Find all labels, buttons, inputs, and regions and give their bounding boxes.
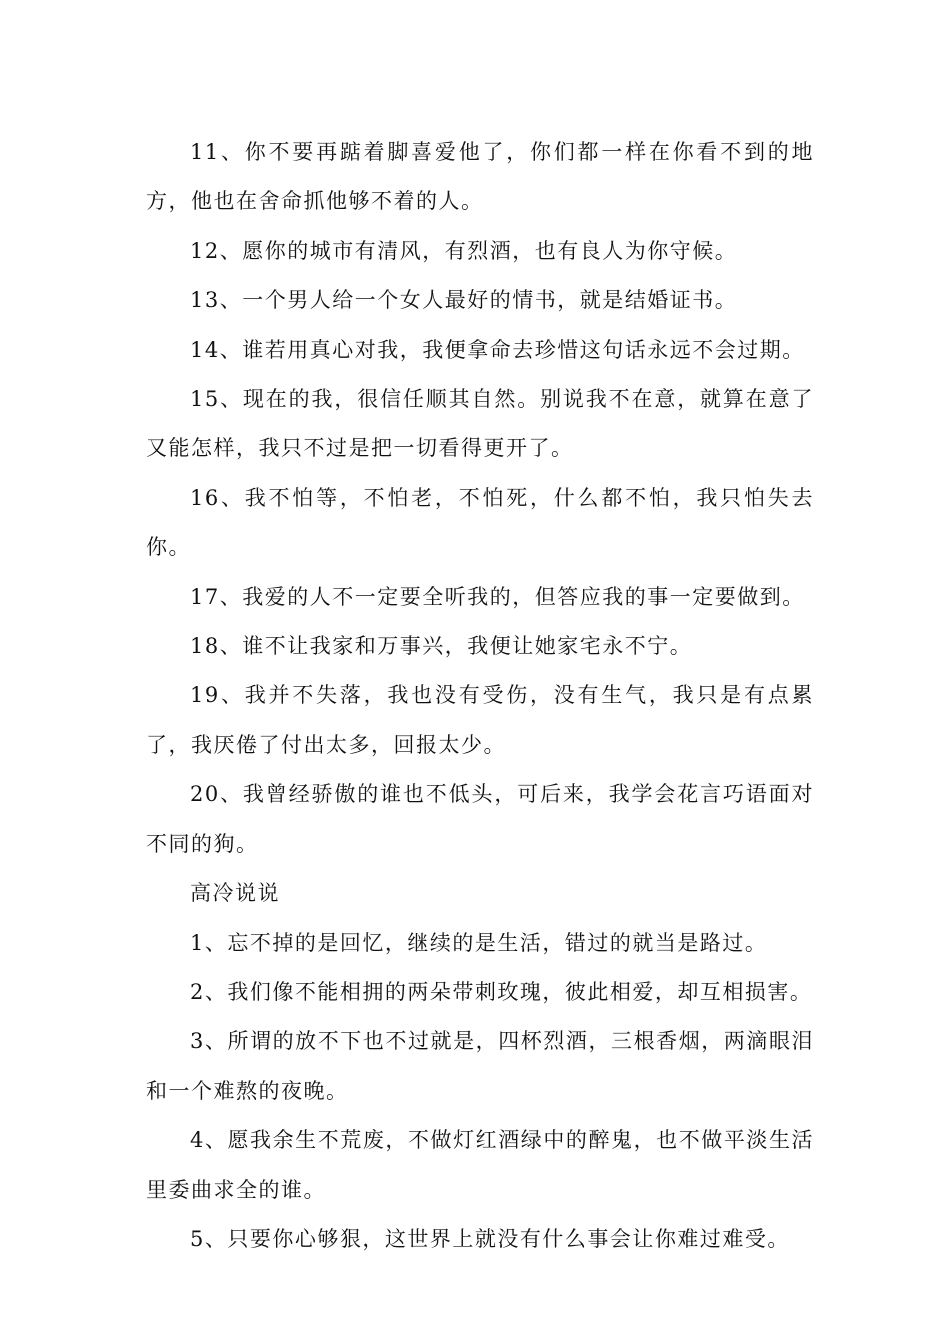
- paragraph-17: 17、我爱的人不一定要全听我的，但答应我的事一定要做到。: [190, 584, 805, 609]
- paragraph-16: 16、我不怕等，不怕老，不怕死，什么都不怕，我只怕失去你。: [146, 485, 814, 560]
- paragraph-13: 13、一个男人给一个女人最好的情书，就是结婚证书。: [190, 288, 738, 313]
- paragraph-15: 15、现在的我，很信任顺其自然。别说我不在意，就算在意了又能怎样，我只不过是把一切看得更开了。: [146, 387, 814, 461]
- paragraph-12: 12、愿你的城市有清风，有烈酒，也有良人为你守候。: [190, 238, 738, 263]
- quote-4: 4、愿我余生不荒废，不做灯红酒绿中的醉鬼，也不做平淡生活里委曲求全的谁。: [146, 1128, 814, 1202]
- quote-3: 3、所谓的放不下也不过就是，四杯烈酒，三根香烟，两滴眼泪和一个难熬的夜晚。: [146, 1029, 814, 1103]
- paragraph-14: 14、谁若用真心对我，我便拿命去珍惜这句话永远不会过期。: [190, 337, 805, 362]
- quote-5: 5、只要你心够狠，这世界上就没有什么事会让你难过难受。: [190, 1226, 790, 1251]
- paragraph-11: 11、你不要再踮着脚喜爱他了，你们都一样在你看不到的地方，他也在舍命抓他够不着的人。: [146, 140, 814, 214]
- paragraph-19: 19、我并不失落，我也没有受伤，没有生气，我只是有点累了，我厌倦了付出太多，回报太少。: [146, 683, 814, 757]
- paragraph-20: 20、我曾经骄傲的谁也不低头，可后来，我学会花言巧语面对不同的狗。: [146, 782, 814, 856]
- quote-2: 2、我们像不能相拥的两朵带刺玫瑰，彼此相爱，却互相损害。: [190, 979, 813, 1004]
- section-heading: 高冷说说: [190, 881, 280, 906]
- document-body: [146, 128, 814, 1264]
- quote-1: 1、忘不掉的是回忆，继续的是生活，错过的就当是路过。: [190, 930, 768, 955]
- paragraph-18: 18、谁不让我家和万事兴，我便让她家宅永不宁。: [190, 634, 693, 659]
